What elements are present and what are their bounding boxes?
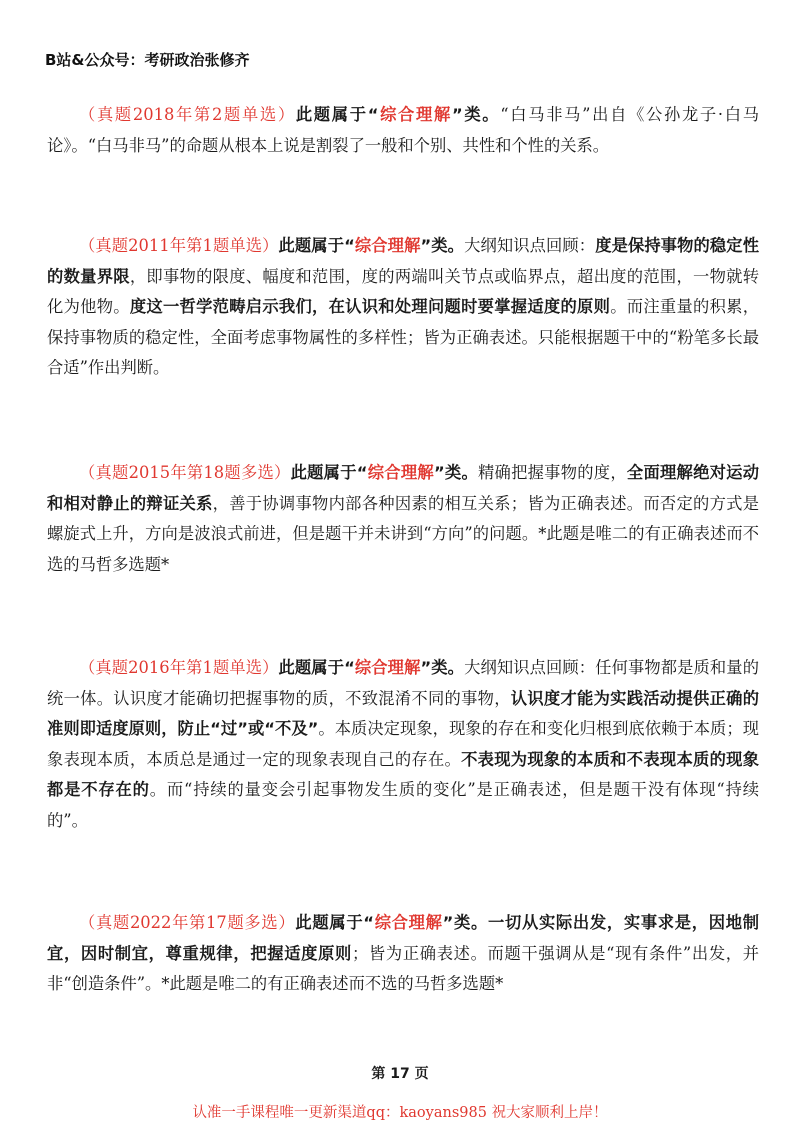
- page-number: 第 17 页: [371, 1066, 429, 1082]
- header-title: B站&公众号：考研政治张修齐: [45, 51, 250, 69]
- bold-emphasis: 认识度才能为实践活动提供正确的准则即适度原则，防止“过”或“不及”: [47, 688, 759, 739]
- category-suffix: ”类。: [433, 463, 478, 482]
- question-ref: （真题2011年第1题单选）: [79, 236, 279, 255]
- body-text: 精确把握事物的度，: [478, 463, 627, 482]
- body-text: 。而注重量的积累，保持事物质的稳定性，全面考虑事物属性的多样性；皆为正确表述。只能根据题干中的“粉笔多长最合适”作出判断。: [47, 297, 759, 378]
- body-text: ，即事物的限度、幅度和范围，度的两端叫关节点或临界点，超出度的范围，一物就转化为他物。: [47, 266, 759, 317]
- question-ref: （真题2015年第18题多选）: [79, 463, 291, 482]
- body-text: 。而“持续的量变会引起事物发生质的变化”是正确表述，但是题干没有体现“持续的”。: [47, 780, 759, 830]
- category-prefix: 此题属于“: [278, 658, 355, 677]
- paragraph-2022-q17: [47, 908, 759, 1000]
- bold-emphasis: 不表现为现象的本质和不表现本质的现象都是不存在的: [47, 749, 759, 800]
- category-prefix: 此题属于“: [278, 236, 355, 255]
- paragraph-2018-q2: [47, 100, 759, 161]
- footer-notice: 认准一手课程唯一更新渠道qq：kaoyans985 祝大家顺利上岸！: [192, 1105, 608, 1121]
- category-suffix: ”类。: [420, 236, 465, 255]
- body-text: ；皆为正确表述。而题干强调从是“现有条件”出发，并非“创造条件”。*此题是唯二的有正确表述而不选的马哲多选题*: [47, 943, 759, 994]
- bold-emphasis: 度这一哲学范畴启示我们，在认识和处理问题时要掌握适度的原则: [129, 297, 611, 317]
- body-text: “白马非马”出自《公孙龙子·白马论》。“白马非马”的命题从根本上说是割裂了一般和个别、共性和个性的关系。: [47, 105, 759, 155]
- body-text: 大纲知识点回顾：: [464, 236, 596, 255]
- body-text: 。本质决定现象，现象的存在和变化归根到底依赖于本质；现象表现本质，本质总是通过一定的现象表现自己的存在。: [47, 719, 759, 769]
- category-suffix: ”类。: [451, 105, 501, 124]
- paragraph-2015-q18: [47, 458, 759, 580]
- question-ref: （真题2018年第2题单选）: [79, 105, 296, 124]
- category-label: 综合理解: [354, 658, 421, 677]
- category-label: 综合理解: [354, 236, 421, 255]
- body-text: 大纲知识点回顾：任何事物都是质和量的统一体。认识度才能确切把握事物的质，不致混淆不同的事物，: [47, 658, 759, 708]
- category-label: 综合理解: [374, 913, 443, 932]
- paragraph-2011-q1: [47, 231, 759, 384]
- bold-emphasis: 度是保持事物的稳定性的数量界限: [47, 236, 759, 286]
- category-prefix: 此题属于“: [295, 913, 374, 932]
- category-label: 综合理解: [367, 463, 434, 482]
- category-prefix: 此题属于“: [295, 105, 379, 124]
- category-suffix: ”类。: [442, 913, 488, 932]
- body-text: ，善于协调事物内部各种因素的相互关系；皆为正确表述。而否定的方式是螺旋式上升，方向是波浪式前进，但是题干并未讲到“方向”的问题。*此题是唯二的有正确表述而不选的马哲多选题*: [47, 493, 759, 574]
- question-ref: （真题2022年第17题多选）: [79, 913, 296, 932]
- category-suffix: ”类。: [420, 658, 465, 677]
- category-label: 综合理解: [378, 105, 452, 124]
- question-ref: （真题2016年第1题单选）: [79, 658, 279, 677]
- paragraph-2016-q1: [47, 653, 759, 837]
- category-prefix: 此题属于“: [290, 463, 368, 482]
- bold-emphasis: 全面理解绝对运动和相对静止的辩证关系: [47, 463, 759, 513]
- bold-emphasis: 一切从实际出发，实事求是，因地制宜，因时制宜，尊重规律，把握适度原则: [47, 913, 759, 963]
